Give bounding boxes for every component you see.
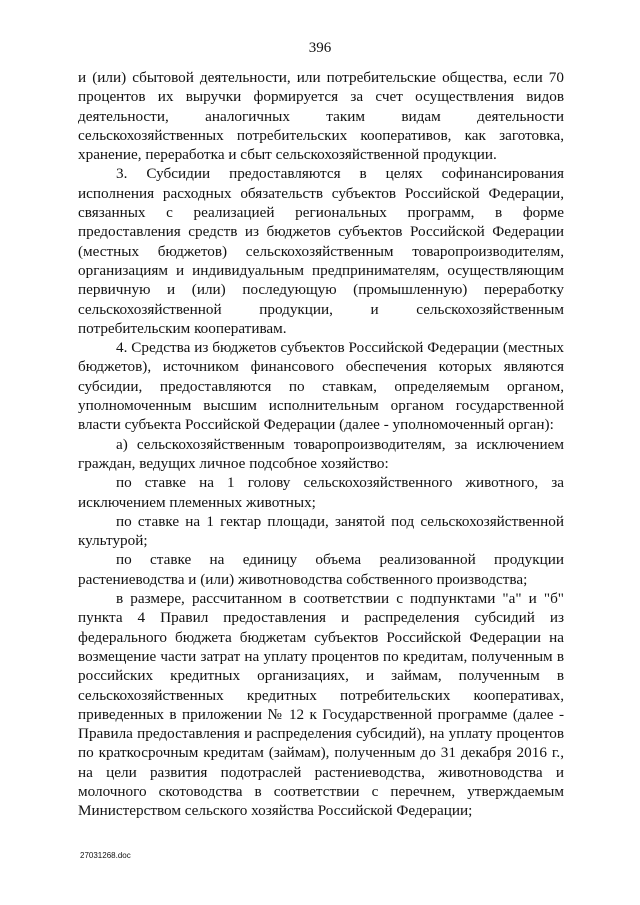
paragraph-continuation: и (или) сбытовой деятельности, или потребительские общества, если 70 процентов их выручки формируется за счет осуществления видов деятельности, аналогичных таким видам деятельности сельскохозяйственных потребительских кооперативов, как заготовка, хранение, переработка и сбыт сельскохозяйственной продукции.	[78, 69, 564, 164]
paragraph-calculated-amount: в размере, рассчитанном в соответствии с подпунктами "а" и "б" пункта 4 Правил предоставления и распределения субсидий из федерального бюджета бюджетам субъектов Российской Федерации на возмещение части затрат на уплату процентов по кредитам, полученным в российских кредитных организациях, и займам, полученным в сельскохозяйственных кредитных потребительских кооперативах, приведенных в приложении № 12 к Государственной программе (далее - Правила предоставления и распределения субсидий), на уплату процентов по краткосрочным кредитам (займам), полученным до 31 декабря 2016 г., на цели развития подотраслей растениеводства, животноводства и молочного скотоводства в соответствии с перечнем, утверждаемым Министерством сельского хозяйства Российской Федерации;	[78, 590, 564, 820]
paragraph-item-3: 3. Субсидии предоставляются в целях софинансирования исполнения расходных обязательств субъектов Российской Федерации, связанных с реализацией региональных программ, в форме предоставления средств из бюджетов субъектов Российской Федерации (местных бюджетов) сельскохозяйственным товаропроизводителям, организациям и индивидуальным предпринимателям, осуществляющим первичную и (или) последующую (промышленную) переработку сельскохозяйственной продукции, и сельскохозяйственным потребительским кооперативам.	[78, 165, 564, 337]
paragraph-rate-per-hectare: по ставке на 1 гектар площади, занятой под сельскохозяйственной культурой;	[78, 512, 564, 550]
document-body	[78, 68, 564, 821]
paragraph-rate-per-volume: по ставке на единицу объема реализованной продукции растениеводства и (или) животноводства собственного производства;	[78, 551, 564, 588]
paragraph-rate-per-head: по ставке на 1 голову сельскохозяйственного животного, за исключением племенных животных;	[78, 474, 564, 511]
paragraph-item-4: 4. Средства из бюджетов субъектов Российской Федерации (местных бюджетов), источником финансового обеспечения которых являются субсидии, предоставляются по ставкам, определяемым органом, уполномоченным высшим исполнительным органом государственной власти субъекта Российской Федерации (далее - уполномоченный орган):	[78, 339, 564, 434]
footer-file-code: 27031268.doc	[80, 851, 131, 860]
page-number: 396	[308, 40, 332, 56]
paragraph-subitem-a: а) сельскохозяйственным товаропроизводителям, за исключением граждан, ведущих личное подсобное хозяйство:	[78, 435, 564, 472]
